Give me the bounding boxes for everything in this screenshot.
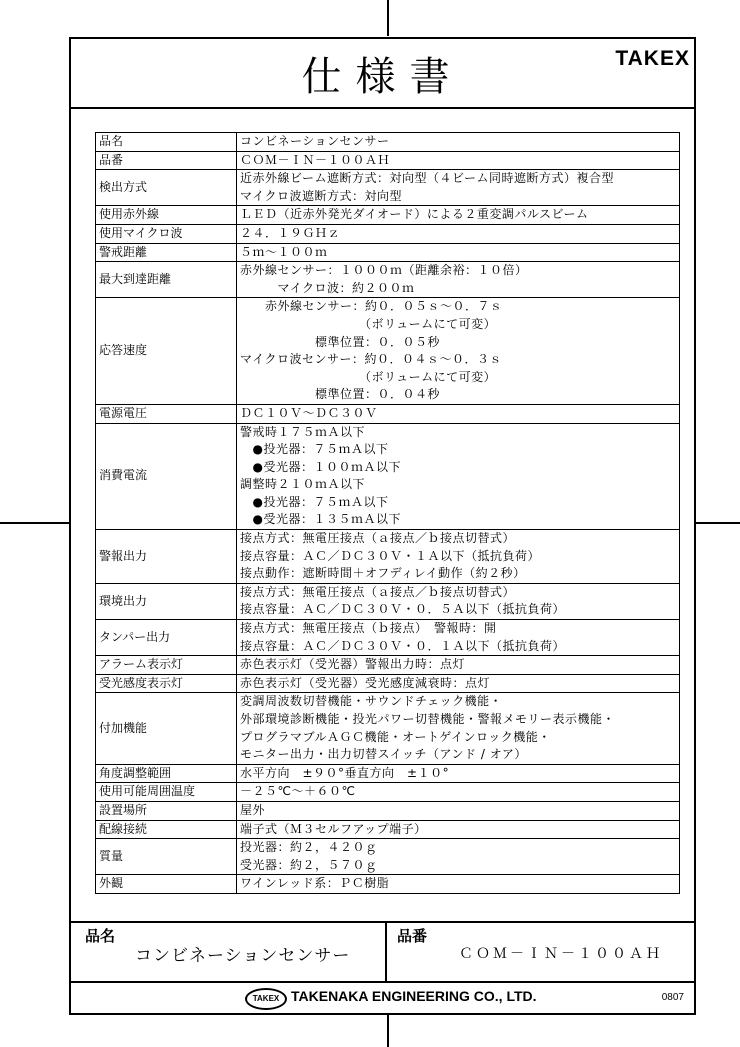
spec-row xyxy=(96,298,680,405)
product-number-label: 品番 xyxy=(397,927,428,945)
spec-value xyxy=(237,764,680,783)
spec-value-line: 標準位置：０．０５秒 xyxy=(240,334,441,349)
spec-label: 使用赤外線 xyxy=(96,206,237,225)
company-logo: TAKEX xyxy=(245,988,287,1010)
spec-value xyxy=(237,151,680,170)
spec-value xyxy=(237,693,680,764)
spec-label: 設置場所 xyxy=(96,801,237,820)
spec-label: 品名 xyxy=(96,133,237,152)
spec-row xyxy=(96,656,680,675)
spec-row xyxy=(96,583,680,619)
spec-value-line: 投光器：約２，４２０ｇ xyxy=(240,840,378,855)
spec-row xyxy=(96,620,680,656)
crop-mark-bottom xyxy=(387,1015,389,1047)
spec-label: 質量 xyxy=(96,839,237,875)
product-number-value: ＣＯＭ－ＩＮ－１００ＡＨ xyxy=(459,946,663,962)
spec-value xyxy=(237,423,680,530)
spec-row xyxy=(96,206,680,225)
spec-value-line: 屋外 xyxy=(240,802,266,817)
page-title: 仕様書 xyxy=(301,54,464,100)
spec-row xyxy=(96,820,680,839)
spec-label: 付加機能 xyxy=(96,693,237,764)
spec-value xyxy=(237,530,680,584)
spec-row xyxy=(96,783,680,802)
spec-row xyxy=(96,133,680,152)
spec-value-line: 標準位置：０．０４秒 xyxy=(240,387,441,402)
spec-value xyxy=(237,674,680,693)
spec-value-line: 受光器：約２，５７０ｇ xyxy=(240,857,378,872)
product-summary xyxy=(71,921,694,983)
document-number: 0807 xyxy=(661,992,684,1003)
spec-value-line: モニター出力・出力切替スイッチ（アンド / オア） xyxy=(240,747,527,762)
spec-row xyxy=(96,801,680,820)
spec-value xyxy=(237,404,680,423)
spec-value xyxy=(237,820,680,839)
spec-value-line: 赤色表示灯（受光器）受光感度減衰時：点灯 xyxy=(240,675,491,690)
spec-value-line: 接点方式：無電圧接点（ａ接点／ｂ接点切替式） xyxy=(240,531,516,546)
spec-value-line: ＣＯＭ－ＩＮ－１００ＡＨ xyxy=(240,152,391,167)
spec-value-line: ●受光器：１３５ｍＡ以下 xyxy=(240,512,401,527)
spec-label: 環境出力 xyxy=(96,583,237,619)
spec-sheet-frame xyxy=(69,37,696,1015)
spec-value xyxy=(237,224,680,243)
spec-label: 受光感度表示灯 xyxy=(96,674,237,693)
title-row xyxy=(71,39,694,109)
spec-value-line: コンビネーションセンサー xyxy=(240,134,390,148)
spec-row xyxy=(96,530,680,584)
spec-row xyxy=(96,243,680,262)
spec-label: タンパー出力 xyxy=(96,620,237,656)
spec-value-line: ＤＣ１０Ｖ～ＤＣ３０Ｖ xyxy=(240,405,378,420)
spec-label: アラーム表示灯 xyxy=(96,656,237,675)
spec-value-line: 接点容量：ＡＣ／ＤＣ３０Ｖ・０．５Ａ以下（抵抗負荷） xyxy=(240,602,566,617)
spec-value xyxy=(237,133,680,152)
spec-row xyxy=(96,151,680,170)
spec-value xyxy=(237,262,680,298)
spec-value xyxy=(237,206,680,225)
spec-value xyxy=(237,170,680,206)
footer xyxy=(71,979,694,1017)
spec-value-line: 接点容量：ＡＣ／ＤＣ３０Ｖ・０．１Ａ以下（抵抗負荷） xyxy=(240,638,566,653)
spec-value-line: 端子式（Ｍ３セルフアップ端子） xyxy=(240,821,427,836)
spec-value-line: 赤色表示灯（受光器）警報出力時：点灯 xyxy=(240,657,466,672)
spec-value xyxy=(237,801,680,820)
spec-value-line: 接点動作：遮断時間＋オフディレイ動作（約２秒） xyxy=(240,566,526,581)
spec-value xyxy=(237,783,680,802)
spec-label: 角度調整範囲 xyxy=(96,764,237,783)
spec-value-line: 外部環境診断機能・投光パワー切替機能・警報メモリー表示機能・ xyxy=(240,712,616,726)
spec-value xyxy=(237,243,680,262)
product-name-label: 品名 xyxy=(85,927,116,945)
spec-value-line: ワインレッド系：ＰＣ樹脂 xyxy=(240,876,390,891)
spec-value-line: 赤外線センサー：約０．０５ｓ～０．７ｓ xyxy=(240,299,503,314)
spec-value-line: 赤外線センサー：１０００ｍ（距離余裕：１０倍） xyxy=(240,263,528,278)
company-name: TAKENAKA ENGINEERING CO., LTD. xyxy=(291,988,537,1004)
spec-label: 検出方式 xyxy=(96,170,237,206)
spec-value-line: マイクロ波遮断方式：対向型 xyxy=(240,188,403,203)
spec-value-line: マイクロ波センサー：約０．０４ｓ～０．３ｓ xyxy=(240,352,503,367)
spec-value-line: －２５℃～＋６０℃ xyxy=(240,784,356,799)
spec-value-line: 調整時２１０ｍＡ以下 xyxy=(240,477,366,492)
crop-mark-top xyxy=(387,0,389,36)
spec-value-line: ５ｍ～１００ｍ xyxy=(240,244,328,259)
spec-value xyxy=(237,839,680,875)
spec-value-line: ●受光器：１００ｍＡ以下 xyxy=(240,459,401,474)
spec-value-line: ●投光器：７５ｍＡ以下 xyxy=(240,494,389,509)
spec-label: 消費電流 xyxy=(96,423,237,530)
spec-row xyxy=(96,262,680,298)
spec-label: 使用可能周囲温度 xyxy=(96,783,237,802)
spec-value xyxy=(237,583,680,619)
spec-label: 警戒距離 xyxy=(96,243,237,262)
spec-row xyxy=(96,875,680,894)
spec-value-line: ＬＥＤ（近赤外発光ダイオード）による２重変調パルスビーム xyxy=(240,207,589,222)
spec-value-line: 水平方向 ±９０°垂直方向 ±１０° xyxy=(240,765,450,780)
spec-table xyxy=(95,132,680,894)
spec-label: 品番 xyxy=(96,151,237,170)
spec-value xyxy=(237,875,680,894)
spec-row xyxy=(96,404,680,423)
summary-divider xyxy=(385,923,387,981)
spec-value-line: マイクロ波：約２００ｍ xyxy=(240,280,415,295)
spec-row xyxy=(96,674,680,693)
spec-row xyxy=(96,224,680,243)
spec-row xyxy=(96,764,680,783)
spec-row xyxy=(96,839,680,875)
spec-label: 応答速度 xyxy=(96,298,237,405)
spec-label: 電源電圧 xyxy=(96,404,237,423)
spec-row xyxy=(96,423,680,530)
spec-value-line: 接点容量：ＡＣ／ＤＣ３０Ｖ・１Ａ以下（抵抗負荷） xyxy=(240,548,541,563)
brand-logo: TAKEX xyxy=(615,47,690,70)
spec-value-line: プログラマブルＡＧＣ機能・オートゲインロック機能・ xyxy=(240,729,551,744)
spec-value-line: 接点方式：無電圧接点（ａ接点／ｂ接点切替式） xyxy=(240,584,516,599)
spec-label: 配線接続 xyxy=(96,820,237,839)
spec-value-line: ２４．１９ＧＨｚ xyxy=(240,225,341,240)
spec-value xyxy=(237,298,680,405)
spec-value-line: 接点方式：無電圧接点（ｂ接点） 警報時：開 xyxy=(240,621,497,636)
spec-value xyxy=(237,656,680,675)
spec-value-line: （ボリュームにて可変） xyxy=(240,316,497,331)
spec-label: 警報出力 xyxy=(96,530,237,584)
product-name-value: コンビネーションセンサー xyxy=(135,946,351,966)
spec-row xyxy=(96,693,680,764)
spec-value-line: 変調周波数切替機能・サウンドチェック機能・ xyxy=(240,694,503,709)
spec-row xyxy=(96,170,680,206)
spec-value-line: （ボリュームにて可変） xyxy=(240,369,497,384)
crop-mark-left xyxy=(0,522,69,524)
spec-label: 使用マイクロ波 xyxy=(96,224,237,243)
spec-table-body xyxy=(96,133,680,894)
spec-value-line: ●投光器：７５ｍＡ以下 xyxy=(240,442,389,457)
spec-label: 外観 xyxy=(96,875,237,894)
spec-value-line: 警戒時１７５ｍＡ以下 xyxy=(240,424,366,439)
crop-mark-right xyxy=(696,522,740,524)
spec-value-line: 近赤外線ビーム遮断方式：対向型（４ビーム同時遮断方式）複合型 xyxy=(240,171,615,186)
spec-value xyxy=(237,620,680,656)
spec-label: 最大到達距離 xyxy=(96,262,237,298)
